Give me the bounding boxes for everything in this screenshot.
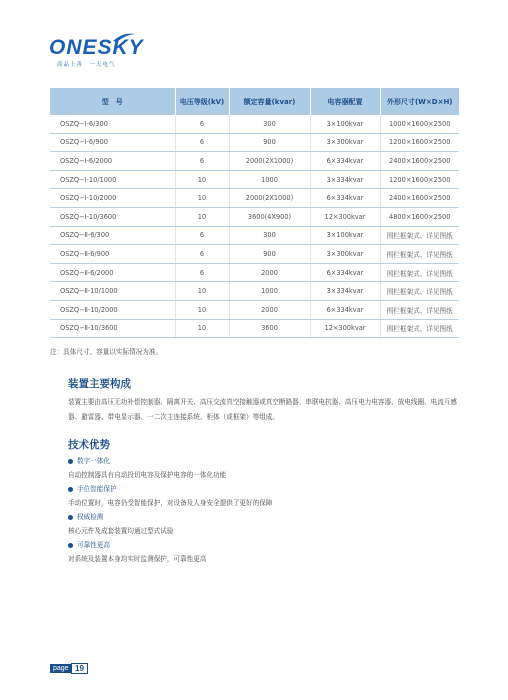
cell-dimensions: 围栏框架式、详见图纸: [380, 282, 459, 301]
brand-logo: [49, 36, 159, 70]
cell-config: 3×334kvar: [310, 282, 380, 301]
cell-config: 3×300kvar: [310, 245, 380, 264]
table-row: [50, 207, 459, 226]
cell-config: 3×100kvar: [310, 115, 380, 133]
header-capacity: 额定容量(kvar): [229, 88, 310, 115]
list-item: [68, 510, 448, 524]
cell-dimensions: 围栏框架式、详见图纸: [380, 319, 459, 338]
cell-model: OSZQ−Ⅰ-6/2000: [50, 152, 175, 171]
feature-title: 权威检测: [77, 513, 104, 521]
page-label: page: [50, 664, 72, 673]
cell-capacity: 300: [229, 115, 310, 133]
cell-capacity: 2000(2X1000): [229, 189, 310, 208]
list-item: [68, 538, 448, 552]
cell-model: OSZQ−Ⅰ-10/1000: [50, 170, 175, 189]
cell-voltage: 10: [175, 282, 229, 301]
cell-model: OSZQ−Ⅱ-10/3600: [50, 319, 175, 338]
cell-voltage: 6: [175, 226, 229, 245]
cell-capacity: 900: [229, 245, 310, 264]
cell-config: 6×334kvar: [310, 263, 380, 282]
table-row: [50, 319, 459, 338]
table-row: [50, 263, 459, 282]
cell-config: 3×100kvar: [310, 226, 380, 245]
cell-config: 6×334kvar: [310, 300, 380, 319]
cell-dimensions: 围栏框架式、详见图纸: [380, 263, 459, 282]
bullet-icon: [68, 459, 73, 464]
list-item: [68, 482, 448, 496]
feature-description: 手动位置时，电容仍受智能保护，对设备及人身安全提供了更好的保障: [68, 499, 273, 507]
list-item: [68, 454, 448, 468]
brand-slogan: 商品上善 一天电气: [57, 62, 116, 68]
cell-model: OSZQ−Ⅰ-10/2000: [50, 189, 175, 208]
cell-voltage: 6: [175, 115, 229, 133]
cell-model: OSZQ−Ⅱ-6/2000: [50, 263, 175, 282]
cell-model: OSZQ−Ⅰ-10/3600: [50, 207, 175, 226]
brand-name: ONESKY: [49, 36, 144, 59]
cell-config: 6×334kvar: [310, 189, 380, 208]
cell-model: OSZQ−Ⅱ-6/900: [50, 245, 175, 264]
cell-capacity: 3600: [229, 319, 310, 338]
cell-model: OSZQ−Ⅰ-6/900: [50, 133, 175, 152]
cell-dimensions: 围栏框架式、详见图纸: [380, 226, 459, 245]
table-row: [50, 245, 459, 264]
table-row: [50, 226, 459, 245]
table-header-row: [50, 88, 459, 115]
page-number: 19: [71, 663, 88, 674]
cell-model: OSZQ−Ⅱ-10/2000: [50, 300, 175, 319]
table-row: [50, 282, 459, 301]
cell-capacity: 2000(2X1000): [229, 152, 310, 171]
feature-description: 自动控制器具有自动投切电容及保护电容的一体化功能: [68, 471, 227, 479]
cell-capacity: 2000: [229, 263, 310, 282]
cell-voltage: 10: [175, 207, 229, 226]
feature-title: 可靠性更高: [77, 541, 110, 549]
cell-capacity: 2000: [229, 300, 310, 319]
cell-config: 6×334kvar: [310, 152, 380, 171]
cell-capacity: 900: [229, 133, 310, 152]
cell-config: 3×300kvar: [310, 133, 380, 152]
header-dimensions: 外形尺寸(W×D×H): [380, 88, 459, 115]
cell-voltage: 10: [175, 319, 229, 338]
cell-capacity: 300: [229, 226, 310, 245]
table-row: [50, 189, 459, 208]
cell-voltage: 6: [175, 263, 229, 282]
cell-model: OSZQ−Ⅱ-10/1000: [50, 282, 175, 301]
cell-dimensions: 围栏框架式、详见图纸: [380, 300, 459, 319]
cell-capacity: 3600(4X900): [229, 207, 310, 226]
cell-dimensions: 1200×1600×2500: [380, 170, 459, 189]
cell-voltage: 6: [175, 152, 229, 171]
composition-heading: 装置主要构成: [68, 378, 131, 390]
cell-voltage: 6: [175, 133, 229, 152]
bullet-icon: [68, 515, 73, 520]
swoosh-icon: [111, 32, 137, 44]
cell-dimensions: 1000×1600×2500: [380, 115, 459, 133]
feature-title: 数字一体化: [77, 457, 110, 465]
cell-dimensions: 围栏框架式、详见图纸: [380, 245, 459, 264]
cell-model: OSZQ−Ⅱ-6/300: [50, 226, 175, 245]
table-row: [50, 300, 459, 319]
advantages-heading: 技术优势: [68, 439, 110, 451]
cell-config: 12×300kvar: [310, 207, 380, 226]
cell-config: 3×334kvar: [310, 170, 380, 189]
cell-capacity: 1000: [229, 170, 310, 189]
cell-dimensions: 1200×1600×2500: [380, 133, 459, 152]
header-voltage: 电压等级(kV): [175, 88, 229, 115]
table-row: [50, 133, 459, 152]
table-note: 注：具体尺寸、容量以实际情况为准。: [50, 348, 163, 356]
feature-description: 对系统及装置本身均实时监测保护，可靠性更高: [68, 555, 207, 563]
feature-description: 核心元件及成套装置均通过型式试验: [68, 527, 174, 535]
cell-model: OSZQ−Ⅰ-6/300: [50, 115, 175, 133]
cell-voltage: 10: [175, 170, 229, 189]
cell-dimensions: 2400×1600×2500: [380, 189, 459, 208]
cell-voltage: 10: [175, 300, 229, 319]
bullet-icon: [68, 487, 73, 492]
header-model: 型 号: [50, 88, 175, 115]
spec-table: [50, 88, 459, 338]
bullet-icon: [68, 543, 73, 548]
cell-dimensions: 4800×1600×2500: [380, 207, 459, 226]
feature-title: 手位智能保护: [77, 485, 117, 493]
header-capacitor-config: 电容器配置: [310, 88, 380, 115]
table-row: [50, 170, 459, 189]
cell-voltage: 10: [175, 189, 229, 208]
cell-capacity: 1000: [229, 282, 310, 301]
cell-dimensions: 2400×1600×2500: [380, 152, 459, 171]
cell-voltage: 6: [175, 245, 229, 264]
cell-config: 12×300kvar: [310, 319, 380, 338]
composition-paragraph: 装置主要由高压无功补偿控制器、隔离开关、高压交流真空接触器或真空断路器、串联电抗器、高压电力电容器、放电线圈、电流互感器、避雷器、带电显示器、一二次主连接系统、柜体（或框架）等组成。: [68, 398, 458, 421]
advantages-list: [68, 454, 448, 566]
table-row: [50, 115, 459, 133]
table-row: [50, 152, 459, 171]
